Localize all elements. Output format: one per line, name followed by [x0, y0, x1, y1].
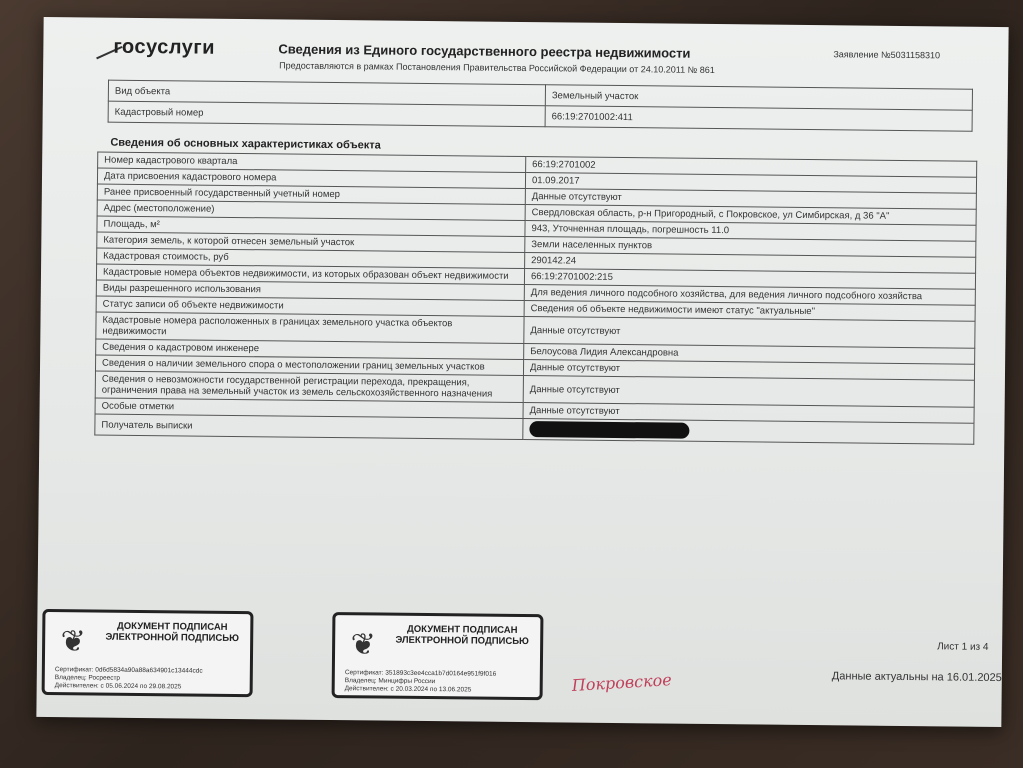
row-value: Данные отсутствуют [523, 376, 974, 408]
row-value: Данные отсутствуют [523, 360, 974, 381]
signature-stamp-mincifry [332, 612, 544, 700]
stamp-owner: Владелец: Росреестр [54, 674, 121, 682]
row-value: 943, Уточненная площадь, погрешность 11.0 [525, 221, 976, 242]
stamp-valid: Действителен: с 20.03.2024 по 13.06.2025 [344, 685, 472, 694]
row-value: Белоусова Лидия Александровна [524, 344, 975, 365]
row-value: 66:19:2701002 [526, 157, 977, 178]
stamp-meta [345, 669, 497, 695]
row-label: Номер кадастрового квартала [98, 152, 526, 172]
eagle-emblem-icon: ❦ [350, 628, 376, 662]
row-label: Площадь, м² [97, 216, 525, 236]
stamp-heading: ДОКУМЕНТ ПОДПИСАН ЭЛЕКТРОННОЙ ПОДПИСЬЮ [105, 620, 239, 645]
row-label: Кадастровая стоимость, руб [97, 248, 525, 268]
row-value: Земли населенных пунктов [525, 237, 976, 258]
document-sheet [36, 17, 1008, 727]
stamp-owner: Владелец: Минцифры России [344, 677, 436, 686]
gosuslugi-logo: госуслуги [113, 35, 216, 59]
row-label: Адрес (местоположение) [97, 200, 525, 220]
application-number: Заявление №5031158310 [833, 49, 941, 61]
stamp-heading: ДОКУМЕНТ ПОДПИСАН ЭЛЕКТРОННОЙ ПОДПИСЬЮ [395, 623, 529, 648]
row-label: Категория земель, к которой отнесен земельный участок [97, 232, 525, 252]
row-label: Сведения о кадастровом инженере [96, 339, 524, 359]
row-value: 290142.24 [525, 253, 976, 274]
row-label: Сведения о наличии земельного спора о местоположении границ земельных участков [95, 355, 523, 375]
handwritten-signature: Покровское [571, 670, 673, 696]
eagle-emblem-icon: ❦ [60, 625, 86, 659]
row-label: Особые отметки [95, 398, 523, 418]
object-table [108, 80, 973, 132]
row-value [523, 419, 974, 445]
section-title: Сведения об основных характеристиках объекта [110, 136, 381, 152]
row-label: Виды разрешенного использования [96, 280, 524, 300]
row-value: 01.09.2017 [525, 173, 976, 194]
row-value: Свердловская область, р-н Пригородный, с Покровское, ул Симбирская, д 36 "А" [525, 205, 976, 226]
row-label: Кадастровые номера расположенных в границах земельного участка объектов недвижимости [96, 312, 524, 343]
actual-date: Данные актуальны на 16.01.2025 [831, 670, 1002, 685]
row-label: Статус записи об объекте недвижимости [96, 296, 524, 316]
document-subtitle: Предоставляются в рамках Постановления Правительства Российской Федерации от 24.10.2011 № 861 [279, 60, 715, 75]
row-value: 66:19:2701002:411 [545, 106, 972, 131]
row-value: 66:19:2701002:215 [524, 269, 975, 290]
signature-stamp-rosreestr [42, 609, 254, 697]
row-label: Получатель выписки [95, 414, 523, 439]
redacted-recipient [529, 421, 689, 439]
row-value: Земельный участок [545, 85, 972, 110]
row-value: Данные отсутствуют [524, 317, 975, 349]
stamp-valid: Действителен: с 05.06.2024 по 29.08.2025 [54, 682, 182, 691]
stamp-certificate: Сертификат: 351893c3ee4cca1b7d0164e951f9f016 [344, 669, 497, 678]
stamp-meta [55, 666, 203, 692]
row-label: Сведения о невозможности государственной регистрации перехода, прекращения, ограничения права на земельный участок из земель сельскохозяйственного назначения [95, 371, 523, 402]
characteristics-table [94, 152, 977, 445]
row-label: Ранее присвоенный государственный учетный номер [97, 184, 525, 204]
row-label: Кадастровый номер [108, 101, 545, 127]
row-value: Для ведения личного подсобного хозяйства, для ведения личного подсобного хозяйства [524, 285, 975, 306]
row-label: Дата присвоения кадастрового номера [97, 168, 525, 188]
row-value: Сведения об объекте недвижимости имеют статус "актуальные" [524, 301, 975, 322]
row-label: Вид объекта [108, 80, 545, 106]
document-title: Сведения из Единого государственного реестра недвижимости [278, 41, 691, 61]
row-value: Данные отсутствуют [525, 189, 976, 210]
row-label: Кадастровые номера объектов недвижимости, из которых образован объект недвижимости [96, 264, 524, 284]
stamp-certificate: Сертификат: 0d6d5834a90a88a634901c13444cdc [54, 666, 203, 675]
sheet-number: Лист 1 из 4 [937, 641, 989, 653]
row-value: Данные отсутствуют [523, 403, 974, 424]
